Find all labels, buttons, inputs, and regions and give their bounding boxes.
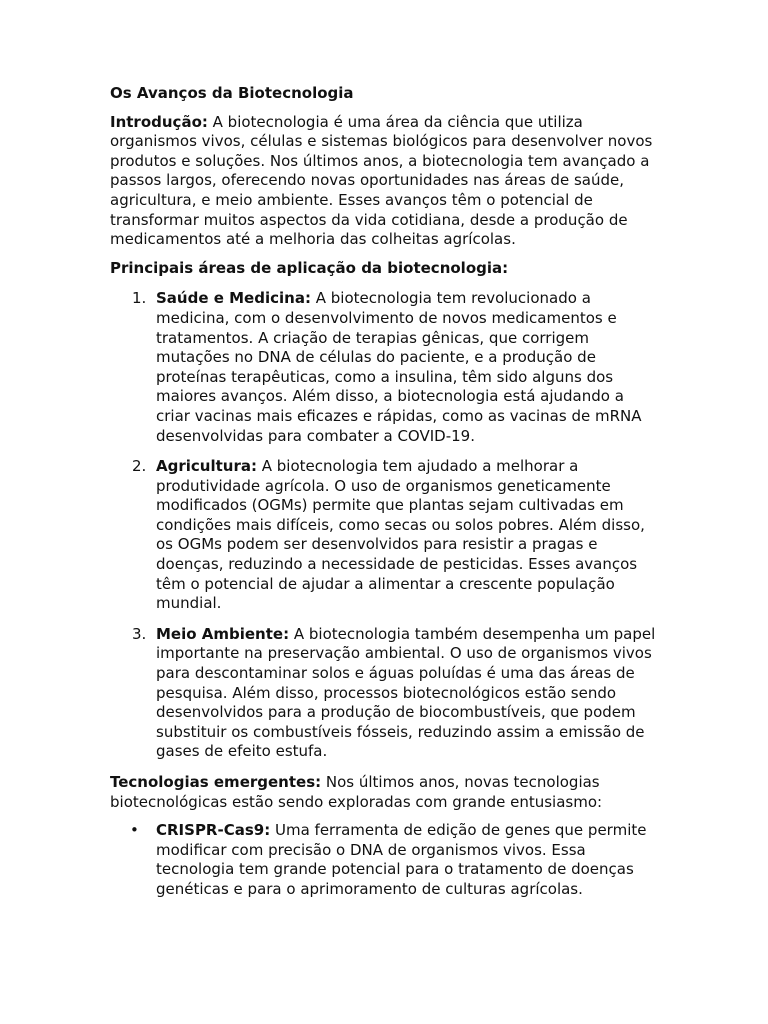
- intro-text: A biotecnologia é uma área da ciência que utiliza organismos vivos, células e sistemas biológicos para desenvolver novos produtos e soluções. Nos últimos anos, a biotecnologia tem avançado a passos largos, oferecendo novas oportunidades nas áreas de saúde, agricultura, e meio ambiente. Esses avanços têm o potencial de transformar muitos aspectos da vida cotidiana, desde a produção de medicamentos até a melhoria das colheitas agrícolas.: [110, 112, 653, 249]
- list-item: [132, 624, 660, 762]
- emerging-label: Tecnologias emergentes:: [110, 773, 322, 791]
- areas-list: [110, 289, 660, 762]
- area-text: A biotecnologia tem ajudado a melhorar a produtividade agrícola. O uso de organismos geneticamente modificados (OGMs) permite que plantas sejam cultivadas em condições mais difíceis, como secas ou solos pobres. Além disso, os OGMs podem ser desenvolvidos para resistir a pragas e doenças, reduzindo a necessidade de pesticidas. Esses avanços têm o potencial de ajudar a alimentar a crescente população mundial.: [156, 457, 645, 613]
- list-number: 3.: [132, 624, 147, 643]
- intro-label: Introdução:: [110, 112, 208, 131]
- technologies-list: [110, 821, 660, 899]
- area-text: A biotecnologia também desempenha um papel importante na preservação ambiental. O uso de organismos vivos para descontaminar solos e águas poluídas é uma das áreas de pesquisa. Além disso, processos biotecnológicos estão sendo desenvolvidos para a produção de biocombustíveis, que podem substituir os combustíveis fósseis, reduzindo assim a emissão de gases de efeito estufa.: [156, 624, 656, 761]
- list-item: [132, 457, 660, 614]
- areas-heading: Principais áreas de aplicação da biotecnologia:: [110, 258, 509, 277]
- technology-label: CRISPR-Cas9:: [156, 821, 271, 840]
- emerging-text: Nos últimos anos, novas tecnologias biotecnológicas estão sendo exploradas com grande entusiasmo:: [110, 773, 603, 811]
- area-label: Agricultura:: [156, 457, 257, 476]
- technology-text: Uma ferramenta de edição de genes que permite modificar com precisão o DNA de organismos vivos. Essa tecnologia tem grande potencial para o tratamento de doenças genéticas e para o aprimoramento de culturas agrícolas.: [156, 821, 647, 898]
- area-label: Meio Ambiente:: [156, 624, 290, 643]
- list-item: [132, 289, 660, 446]
- list-item: [130, 821, 660, 899]
- emerging-paragraph: [110, 773, 660, 812]
- area-label: Saúde e Medicina:: [156, 289, 311, 308]
- intro-paragraph: [110, 113, 660, 250]
- document-title: Os Avanços da Biotecnologia: [110, 84, 354, 102]
- list-number: 1.: [132, 289, 147, 308]
- area-text: A biotecnologia tem revolucionado a medicina, com o desenvolvimento de novos medicamentos e tratamentos. A criação de terapias gênicas, que corrigem mutações no DNA de células do paciente, e a produção de proteínas terapêuticas, como a insulina, têm sido alguns dos maiores avanços. Além disso, a biotecnologia está ajudando a criar vacinas mais eficazes e rápidas, como as vacinas de mRNA desenvolvidas para combater a COVID-19.: [156, 289, 642, 445]
- list-number: 2.: [132, 457, 147, 476]
- document-page: [110, 84, 660, 911]
- bullet-icon: •: [130, 821, 139, 840]
